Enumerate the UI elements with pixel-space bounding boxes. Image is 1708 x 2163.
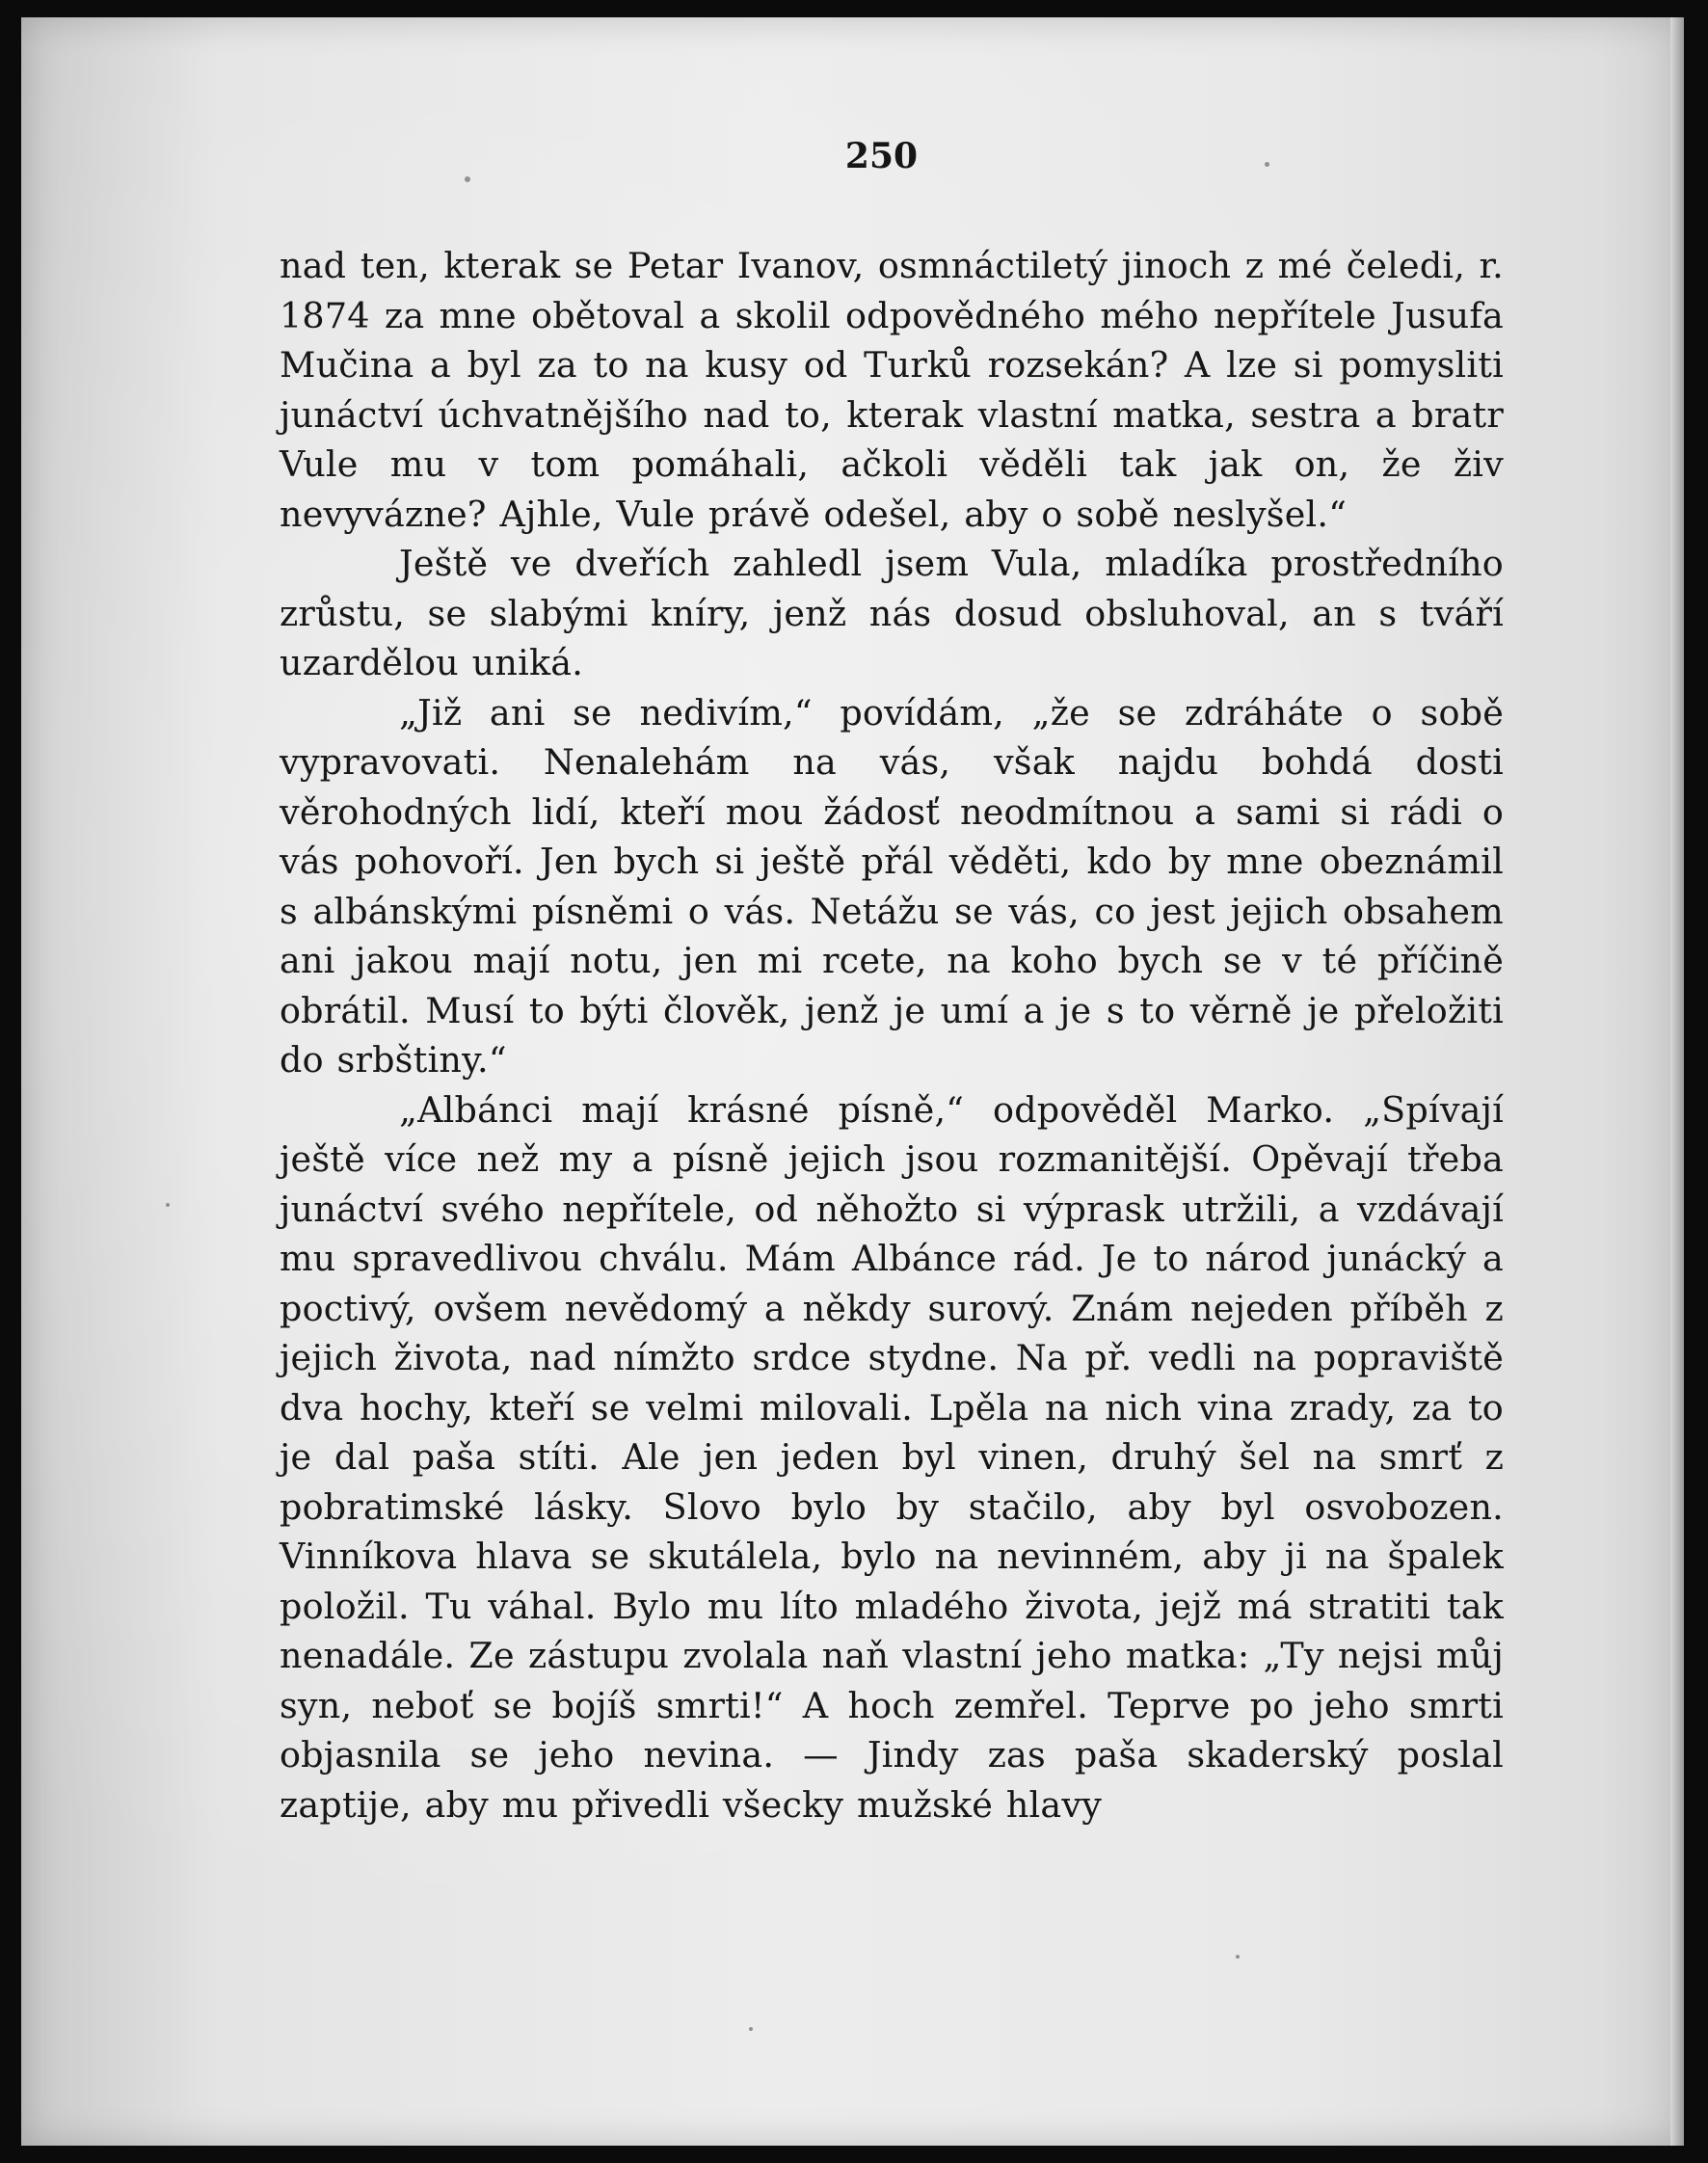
book-page xyxy=(21,17,1684,2146)
page-number: 250 xyxy=(844,136,919,176)
paragraph-3: „Již ani se nedivím,“ povídám, „že se zdráháte o sobě vypravovati. Nenalehám na vás, však najdu bohdá dosti věrohodných lidí, kteří mou žádosť neodmítnou a sami si rádi o vás pohovoří. Jen bych si ještě přál věděti, kdo by mne obeznámil s albánskými písněmi o vás. Netážu se vás, co jest jejich obsahem ani jakou mají notu, jen mi rcete, na koho bych se v té příčině obrátil. Musí to býti člověk, jenž je umí a je s to věrně je přeložiti do srbštiny.“ xyxy=(280,691,1504,1081)
paragraph-1: nad ten, kterak se Petar Ivanov, osmnáctiletý jinoch z mé čeledi, r. 1874 za mne obětoval a skolil odpovědného mého nepřítele Jusufa Mučina a byl za to na kusy od Turků rozsekán? A lze si pomysliti junáctví úchvatnějšího nad to, kterak vlastní matka, sestra a bratr Vule mu v tom pomáhali, ačkoli věděli tak jak on, že živ nevyvázne? Ajhle, Vule právě odešel, aby o sobě neslyšel.“ xyxy=(280,245,1504,535)
scan-speck xyxy=(465,176,470,182)
scan-speck xyxy=(166,1203,170,1207)
paragraph-4: „Albánci mají krásné písně,“ odpověděl Marko. „Spívají ještě více než my a písně jejich jsou rozmanitější. Opěvají třeba junáctví svého nepřítele, od něhožto si výprask utržili, a vzdávají mu spravedlivou chválu. Mám Albánce rád. Je to národ junácký a poctivý, ovšem nevědomý a někdy surový. Znám nejeden příběh z jejich života, nad nímžto srdce stydne. Na př. vedli na popraviště dva hochy, kteří se velmi milovali. Lpěla na nich vina zrady, za to je dal paša stíti. Ale jen jeden byl vinen, druhý šel na smrť z pobratimské lásky. Slovo bylo by stačilo, aby byl osvobozen. Vinníkova hlava se skutálela, bylo na nevinném, aby ji na špalek položil. Tu váhal. Bylo mu líto mladého života, jejž má stratiti tak nenadále. Ze zástupu zvolala naň vlastní jeho matka: „Ty nejsi můj syn, neboť se bojíš smrti!“ A hoch zemřel. Teprve po jeho smrti objasnila se jeho nevina. — Jindy zas paša skaderský poslal zaptije, aby mu přivedli všecky mužské hlavy xyxy=(280,1088,1504,1826)
scan-speck xyxy=(1236,1955,1240,1959)
scan-speck xyxy=(1265,162,1269,167)
paragraph-2: Ještě ve dveřích zahledl jsem Vula, mladíka prostředního zrůstu, se slabými kníry, jenž nás dosud obsluhoval, an s tváří uzardělou uniká. xyxy=(280,543,1504,683)
scan-speck xyxy=(749,2027,753,2031)
page-edge xyxy=(1670,17,1684,2146)
body-text xyxy=(280,241,1504,1829)
